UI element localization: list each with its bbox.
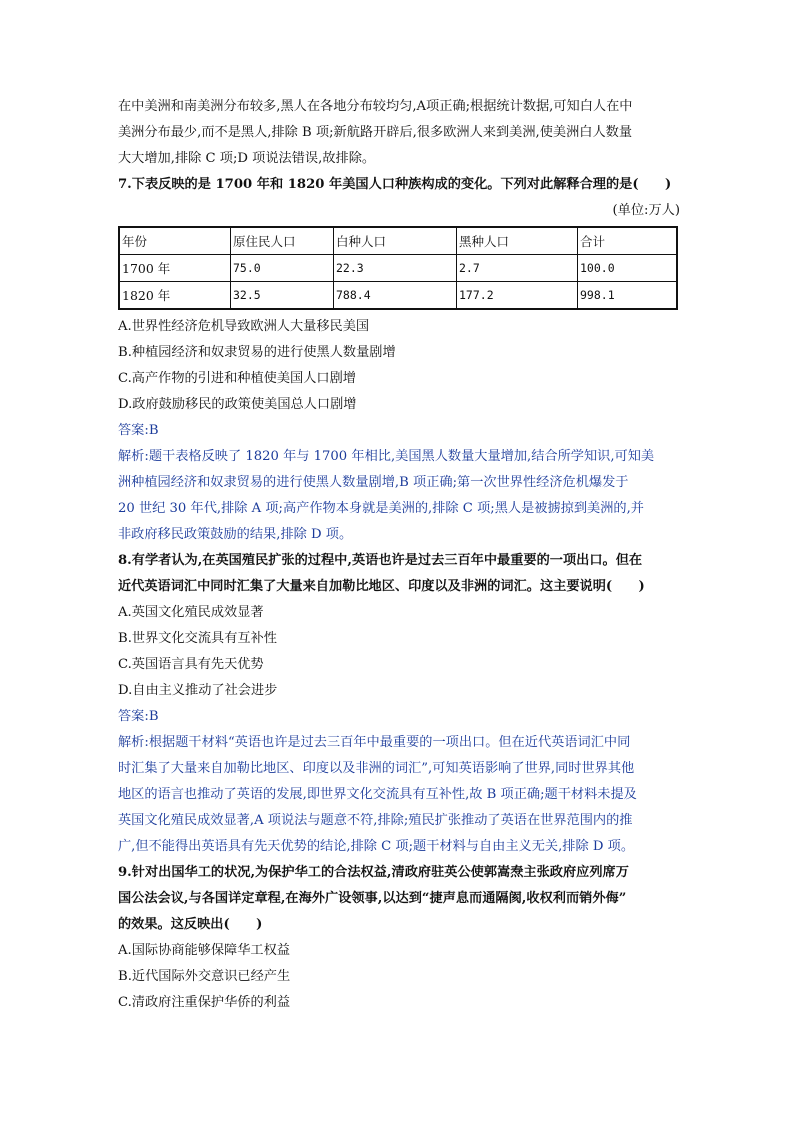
table-header-cell: 白种人口 [334,227,457,255]
analysis-line: 非政府移民政策鼓励的结果,排除 D 项。 [118,527,353,542]
table-row [119,255,677,282]
option-b: B.种植园经济和奴隶贸易的进行使黑人数量剧增 [118,345,396,360]
option-d: D.自由主义推动了社会进步 [118,683,278,698]
analysis-line: 广,但不能得出英语具有先天优势的结论,排除 C 项;题干材料与自由主义无关,排除 D 项。 [118,839,635,854]
table-row [119,282,677,310]
question-number: 8. [118,553,132,568]
question-text: 国公法会议,与各国详定章程,在海外广设领事,以达到“捷声息而通隔阂,收权利而销外侮” [118,891,627,906]
option-c: C.高产作物的引进和种植使美国人口剧增 [118,371,356,386]
question-text: 的效果。这反映出( ) [118,917,263,932]
analysis-line: 解析:题干表格反映了 1820 年与 1700 年相比,美国黑人数量大量增加,结合所学知识,可知美 [118,449,655,464]
table-cell: 22.3 [334,255,457,282]
analysis-line: 20 世纪 30 年代,排除 A 项;高产作物本身就是美洲的,排除 C 项;黑人是被掳掠到美洲的,并 [118,501,644,516]
table-header-cell: 黑种人口 [457,227,578,255]
question-stem [118,860,680,886]
question-text: 有学者认为,在英国殖民扩张的过程中,英语也许是过去三百年中最重要的一项出口。但在 [131,553,643,568]
table-cell: 2.7 [457,255,578,282]
table-unit: (单位:万人) [612,203,680,218]
option-b: B.世界文化交流具有互补性 [118,631,277,646]
table-cell: 32.5 [231,282,334,310]
table-cell: 1700 年 [119,255,231,282]
text-line: 在中美洲和南美洲分布较多,黑人在各地分布较均匀,A项正确;根据统计数据,可知白人在中 [118,99,633,114]
table-header-row [119,227,677,255]
analysis-line: 地区的语言也推动了英语的发展,即世界文化交流具有互补性,故 B 项正确;题干材料未提及 [118,787,637,802]
analysis-line: 解析:根据题干材料“英语也许是过去三百年中最重要的一项出口。但在近代英语词汇中同 [118,735,631,750]
table-header-cell: 年份 [119,227,231,255]
question-8 [118,548,680,860]
option-a: A.英国文化殖民成效显著 [118,605,264,620]
analysis [118,730,680,860]
table-cell: 1820 年 [119,282,231,310]
answer-label: 答案:B [118,423,159,438]
option-b: B.近代国际外交意识已经产生 [118,969,291,984]
text-line: 美洲分布最少,而不是黑人,排除 B 项;新航路开辟后,很多欧洲人来到美洲,使美洲白人数量 [118,125,633,140]
question-stem [118,548,680,574]
analysis [118,444,680,548]
option-a: A.国际协商能够保障华工权益 [118,943,290,958]
table-header-cell: 合计 [578,227,678,255]
question-text: 下表反映的是 1700 年和 1820 年美国人口种族构成的变化。下列对此解释合理的是( ) [131,177,672,192]
question-number: 7. [118,177,132,192]
question-text: 针对出国华工的状况,为保护华工的合法权益,清政府驻英公使郭嵩焘主张政府应列席万 [131,865,629,880]
analysis-line: 洲种植园经济和奴隶贸易的进行使黑人数量剧增,B 项正确;第一次世界性经济危机爆发于 [118,475,629,490]
question-9 [118,860,680,1016]
text-line: 大大增加,排除 C 项;D 项说法错误,故排除。 [118,151,376,166]
table-cell: 75.0 [231,255,334,282]
question-number: 9. [118,865,132,880]
table-cell: 177.2 [457,282,578,310]
table-header-cell: 原住民人口 [231,227,334,255]
analysis-line: 英国文化殖民成效显著,A 项说法与题意不符,排除;殖民扩张推动了英语在世界范围内的推 [118,813,633,828]
document-page [118,94,680,1016]
question-text: 近代英语词汇中同时汇集了大量来自加勒比地区、印度以及非洲的词汇。这主要说明( ) [118,579,645,594]
analysis-line: 时汇集了大量来自加勒比地区、印度以及非洲的词汇”,可知英语影响了世界,同时世界其他 [118,761,635,776]
answer-label: 答案:B [118,709,159,724]
previous-analysis-continuation [118,94,680,172]
question-7 [118,172,680,548]
table-cell: 998.1 [578,282,678,310]
option-a: A.世界性经济危机导致欧洲人大量移民美国 [118,319,370,334]
option-c: C.清政府注重保护华侨的利益 [118,995,291,1010]
option-d: D.政府鼓励移民的政策使美国总人口剧增 [118,397,357,412]
question-stem [118,172,680,198]
table-cell: 788.4 [334,282,457,310]
option-c: C.英国语言具有先天优势 [118,657,264,672]
population-table [118,226,678,310]
table-cell: 100.0 [578,255,678,282]
